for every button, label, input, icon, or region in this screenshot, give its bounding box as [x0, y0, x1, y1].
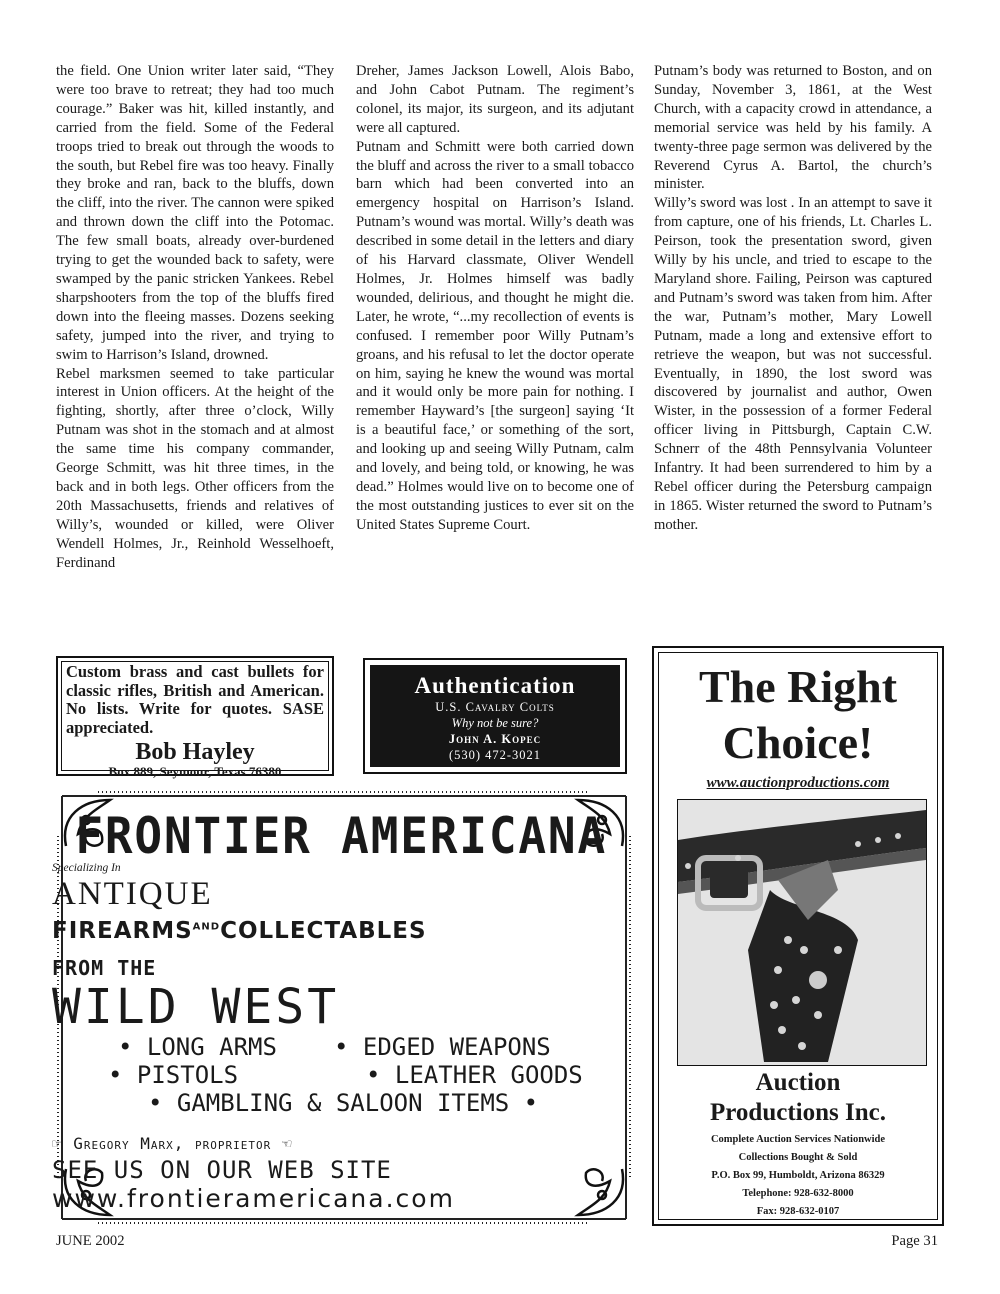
auction-services-1: Complete Auction Services Nationwide	[710, 1134, 886, 1145]
footer-date: JUNE 2002	[56, 1233, 125, 1249]
frontier-item: • GAMBLING & SALOON ITEMS •	[148, 1089, 539, 1117]
article-column-1	[56, 62, 334, 572]
auction-po-box: P.O. Box 99, Humboldt, Arizona 86329	[711, 1170, 885, 1181]
auction-services-2: Collections Bought & Sold	[738, 1152, 858, 1163]
article-column-3	[654, 62, 932, 535]
auction-productions-ad	[652, 646, 944, 1226]
auction-company-1: Auction	[755, 1069, 841, 1096]
frontier-firearms: FIREARMS	[52, 918, 193, 944]
pointing-hand-icon: ☞	[52, 1134, 63, 1153]
frontier-specializing: Specializing In	[52, 862, 121, 874]
holster-photo	[677, 799, 927, 1066]
authentication-ad	[363, 658, 627, 774]
gun-belt-holster-icon	[678, 800, 926, 1065]
bullets-ad-copy: Custom brass and cast bullets for classic rifles, British and American. No lists. Write for quotes. SASE appreciated.	[66, 662, 324, 737]
article-paragraph: Willy’s sword was lost . In an attempt to save it from capture, one of his friends, Lt. Charles L. Peirson, took the presentation sword, given Willy by his uncle, and tried to escape to the Maryland shore. Failing, Peirson was captured and Putnam’s sword was taken from him. After the war, Putnam’s mother, Mary Lowell Putnam, made a long and extensive effort to retrieve the weapon, but was not successful. Eventually, in 1890, the lost sword was discovered by journalist and author, Owen Wister, in the possession of a former Federal officer living in Pittsburgh, Captain C.W. Schnerr of the 48th Pennsylvania Volunteer Infantry. It had been surrendered to him by a Rebel officer during the Petersburg campaign in 1865. Wister returned the sword to Putnam’s mother.	[654, 195, 932, 533]
ad-headline-2: Choice!	[722, 717, 874, 768]
auction-phone: Telephone: 928-632-8000	[742, 1188, 854, 1199]
frontier-antique: ANTIQUE	[52, 876, 213, 912]
authentication-name: John A. Kopec	[448, 732, 542, 746]
bullets-ad-address: Box 889, Seymour, Texas 76380	[108, 764, 282, 779]
frontier-owner: Gregory Marx, proprietor	[73, 1134, 272, 1153]
frontier-firearms-line	[52, 918, 636, 944]
frontier-americana-ad	[52, 786, 636, 1229]
frontier-item: • EDGED WEAPONS	[334, 1033, 551, 1061]
frontier-collectables: COLLECTABLES	[220, 918, 427, 944]
frontier-url[interactable]: www.frontieramericana.com	[52, 1184, 455, 1213]
article-column-2	[356, 62, 634, 535]
authentication-line-2: Why not be sure?	[451, 716, 539, 730]
bullets-ad	[56, 656, 334, 779]
frontier-from-the: FROM THE	[52, 956, 157, 980]
auction-url[interactable]: www.auctionproductions.com	[706, 775, 890, 791]
frontier-item: • LEATHER GOODS	[366, 1061, 583, 1089]
authentication-line-1: U.S. Cavalry Colts	[435, 700, 555, 714]
article-paragraph: Putnam and Schmitt were both carried down the bluff and across the river to a small tobacco barn which had been converted into an emergency hospital on Harrison’s Island. Putnam’s wound was mortal. Willy’s death was described in some detail in the letters and diary of his Harvard classmate, Oliver Wendell Holmes, Jr. Holmes himself was badly wounded, delirious, and thought he might die. Later, he wrote, “...my recollection of events is confused. I remember poor Willy Putnam’s groans, and his refusal to let the doctor operate on him, saying he knew the wound was mortal and it would only be more pain for nothing. I remember Hayward’s [the surgeon] saying ‘It is a beautiful face,’ or something of the sort, and looking up and seeing Willy Putnam, calm and lovely, and being told, or knowing, he was dead.” Holmes would live on to become one of the most outstanding justices to ever sit on the United States Supreme Court.	[356, 138, 634, 533]
article-paragraph: the field. One Union writer later said, “They were too brave to retreat; they had too much courage.” Baker was hit, killed instantly, and carried from the field. Some of the Federal troops tried to break out through the woods to the south, but Rebel fire was too heavy. Finally they broke and ran, back to the bluffs, down the cliff, into the river. The cannon were spiked and thrown down the cliff into the Potomac. The few small boats, already over-burdened trying to get the wounded back to safety, were swamped by the panic stricken Yankees. Rebel sharpshooters from the top of the bluffs fired down into the fleeing masses. Dozens seeking safety, jumped into the river, and trying to swim to Harrison’s Island, drowned.	[56, 63, 334, 363]
article-paragraph: Rebel marksmen seemed to take particular interest in Union officers. At the height of the fighting, shortly, after three o’clock, Willy Putnam was shot in the stomach and at almost the same time his company commander, George Schmitt, was hit three times, in the back and in both legs. Other officers from the 20th Massachusetts, friends and relatives of Willy’s, wounded or killed, were Oliver Wendell Holmes, Jr., Reinhold Wesselhoeft, Ferdinand	[56, 365, 334, 571]
frontier-item: • LONG ARMS	[118, 1033, 277, 1061]
frontier-title: FRONTIER AMERICANA	[75, 807, 607, 865]
frontier-and: AND	[192, 921, 221, 933]
authentication-phone: (530) 472-3021	[448, 748, 542, 762]
bullets-ad-name: Bob Hayley	[135, 739, 255, 765]
frontier-item: • PISTOLS	[108, 1061, 239, 1089]
authentication-title: Authentication	[414, 673, 576, 698]
pointing-hand-left-icon: ☜	[281, 1134, 293, 1153]
frontier-owner-line	[52, 1134, 636, 1153]
ad-headline-1: The Right	[698, 661, 898, 712]
auction-company-2: Productions Inc.	[710, 1099, 886, 1126]
frontier-wild-west: WILD WEST	[52, 979, 340, 1035]
page-number: Page 31	[891, 1233, 938, 1249]
article-paragraph: Dreher, James Jackson Lowell, Alois Babo, and John Cabot Putnam. The regiment’s colonel, its major, its surgeon, and its adjutant were all captured.	[356, 63, 634, 136]
frontier-see-us: SEE US ON OUR WEB SITE	[52, 1156, 392, 1184]
auction-fax: Fax: 928-632-0107	[756, 1206, 840, 1217]
article-paragraph: Putnam’s body was returned to Boston, and on Sunday, November 3, 1861, at the West Church, with a capacity crowd in attendance, a memorial service was held by his family. A twenty-three page sermon was delivered by the Reverend Cyrus A. Bartol, the church’s minister.	[654, 63, 932, 193]
